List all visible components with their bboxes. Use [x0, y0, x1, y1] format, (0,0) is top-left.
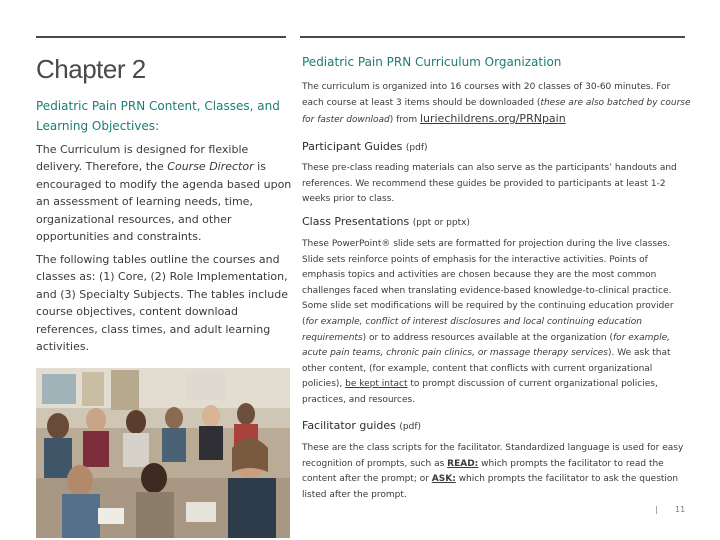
participant-guides-heading: [302, 140, 428, 153]
facilitator-guides-heading: [302, 419, 421, 432]
class-presentations-text: [302, 237, 692, 409]
presentations-text-a: These PowerPoint® slide sets are formatted for projection during the live classes. Slide sets reinforce points of emphasis for the interactive activities. Points of emphasis topics and activities are chosen because they are the most common challenges faced when translating evidence-based knowledge-to-clinical practice. Some slide set modifications will be required by the continuing education provider (: [302, 239, 674, 327]
class-presentations-title: Class Presentations: [302, 215, 410, 228]
presentations-text-c: ). We ask that other content, (for example, content that conflicts with current organizational policies),: [302, 348, 671, 390]
course-director-term: Course Director: [167, 160, 254, 174]
presentations-text-d: to prompt discussion of current organizational policies, practices, and resources.: [302, 379, 658, 405]
presentations-text-b: ) or to address resources available at the organization (: [362, 332, 614, 343]
facilitator-guides-title: Facilitator guides: [302, 419, 396, 432]
curriculum-intro-paragraph: [36, 141, 294, 245]
content-section-heading: Pediatric Pain PRN Content, Classes, and Learning Objectives:: [36, 99, 280, 133]
p1-text-a: The Curriculum is designed for flexible delivery. Therefore, the: [36, 143, 249, 174]
chapter-title: Chapter 2: [36, 54, 146, 84]
facilitator-text-b: which prompts the facilitator to read the content after the prompt; or: [302, 458, 664, 485]
participant-guides-title: Participant Guides: [302, 140, 403, 153]
kept-intact-phrase: be kept intact: [345, 379, 408, 390]
presentations-example-1: for example, conflict of interest disclosures and local continuing education requirements: [302, 316, 642, 343]
facilitator-text-c: which prompts the facilitator to ask the question listed after the prompt.: [302, 474, 679, 500]
ask-prompt-keyword: ASK:: [431, 474, 456, 485]
intro-text-b: ) from: [389, 115, 420, 126]
class-presentations-heading: [302, 215, 470, 228]
presentations-example-2: for example, acute pain teams, chronic pain clinics, or massage therapy services: [302, 332, 671, 359]
left-header-rule: [36, 36, 286, 38]
intro-batched-note: these are also batched by course for faster download: [302, 97, 691, 126]
right-header-rule: [300, 36, 685, 38]
intro-text-a: The curriculum is organized into 16 courses with 20 classes of 30-60 minutes. For each course at least 3 items should be downloaded (: [302, 82, 671, 108]
facilitator-text-a: These are the class scripts for the facilitator. Standardized language is used for easy recognition of prompts, such as: [302, 443, 684, 469]
download-link[interactable]: luriechildrens.org/PRNpain: [419, 112, 566, 126]
tables-outline-paragraph: The following tables outline the courses and classes as: (1) Core, (2) Role Implementation, and (3) Specialty Subjects. The tables include course objectives, content download references, class times, and adult learning activities.: [36, 253, 288, 354]
facilitator-guides-format: (pdf): [399, 422, 422, 432]
classroom-photo: [36, 368, 290, 538]
class-presentations-format: (ppt or pptx): [412, 218, 470, 228]
participant-guides-format: (pdf): [405, 143, 428, 153]
footer-separator: |: [655, 505, 658, 514]
p1-text-b: is encouraged to modify the agenda based upon an assessment of learning needs, time, organizational resources, and other opportunities and constraints.: [36, 160, 292, 244]
page-number: 11: [675, 505, 686, 514]
curriculum-organization-title: Pediatric Pain PRN Curriculum Organization: [302, 55, 562, 69]
facilitator-guides-text: [302, 441, 692, 503]
participant-guides-text: These pre-class reading materials can also serve as the participants’ handouts and references. We recommend these guides be provided to participants at least 1-2 weeks prior to class.: [302, 163, 677, 205]
classroom-photo-illustration: [36, 368, 290, 538]
curriculum-organization-intro: [302, 80, 692, 129]
read-prompt-keyword: READ:: [447, 458, 479, 469]
